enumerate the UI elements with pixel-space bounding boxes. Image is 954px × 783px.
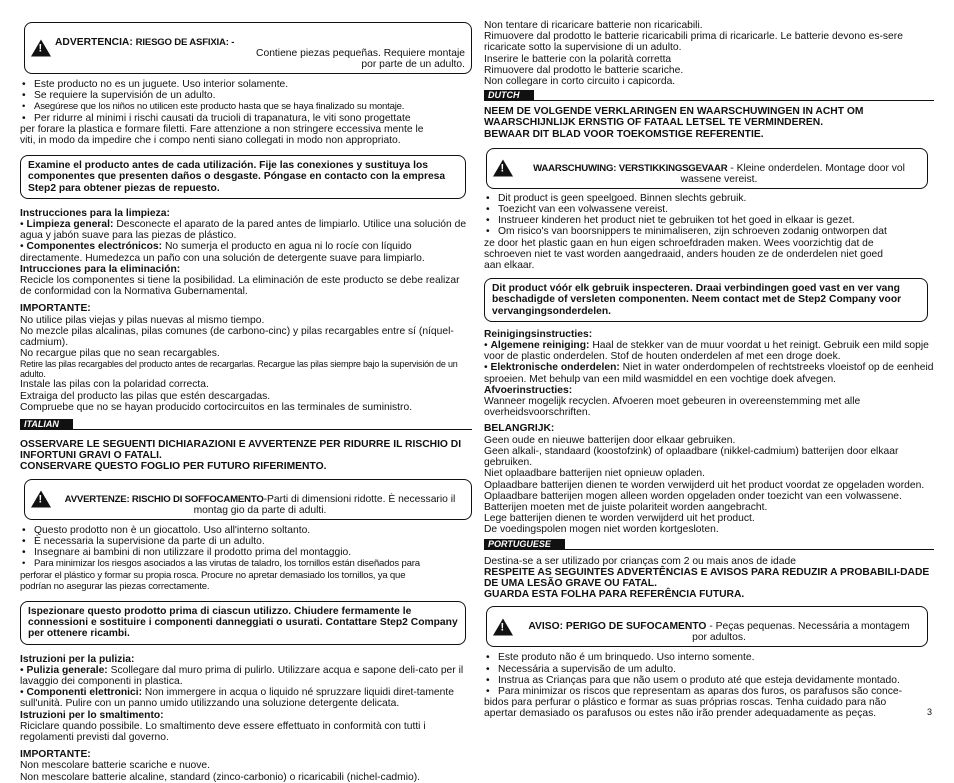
italian-section-bar [20,419,472,430]
it-bullet-tail: perforar el plástico y formar su propia rosca. Procure no apretar demasiado los tornillos, ya que podrían no asegurar las piezas correctamente. [20,569,406,592]
nl-clean2-text: Niet in water onderdompelen of rechtstreeks vloeistof op de eenheid sproeien. Met behulp van een mild wasmiddel en een vochtige doek afvegen. [484,362,934,385]
es-important-small: Retire las pilas recargables del producto antes de recargarlas. Recargue las pilas siempre bajo la supervisión de un adulto. [20,359,458,380]
nl-disposal-text: Wanneer mogelijk recyclen. Afvoeren moet gebeuren in overeenstemming met alle overheidsvoorschriften. [484,396,861,419]
it-disposal-head: Istruzioni per lo smaltimento: [20,709,164,721]
pt-bullet-tail: bidos para perfurar o plástico e formar as suas próprias roscas. Tenha cuidado para não apertar demasiado os parafusos ou estes não irão prender adequadamente as peças. [484,697,887,720]
dutch-label: DUTCH [484,90,534,101]
warning-triangle-icon [31,40,51,57]
es-clean1-text: Desconecte el aparato de la pared antes de limpiarlo. Utilice una solución de agua y jabón suave para las piezas de plástico. [20,219,467,242]
es-important-2: No mezcle pilas alcalinas, pilas comunes (de carbono-cinc) y pilas recargables entre sí (níquel-cadmium). [20,325,454,349]
nl-bullets [484,193,934,238]
nl-important-3: Niet oplaadbare batterijen niet opnieuw opladen. [484,468,705,480]
es-important-4: Instale las pilas con la polaridad correcta. [20,379,209,391]
es-important-1: No utilice pilas viejas y pilas nuevas al mismo tiempo. [20,314,265,326]
list-item: • Instrua as Crianças para que não usem o produto até que esteja devidamente montado. [498,675,934,686]
list-item: • Om risico's van boorsnippers te minimaliseren, zijn schroeven zodanig ontworpen dat [498,226,934,237]
it-warning-head: AVVERTENZE: RISCHIO DI SOFFOCAMENTO [64,493,264,505]
it-inspection-box: Ispezionare questo prodotto prima di ciascun utilizzo. Chiudere fermamente le connessioni e sostituire i componenti danneggiati o usurati. Contattare Step2 Company per ottenere ricambi. [20,601,466,645]
portuguese-section-bar [484,539,934,550]
pt-warning-text: - Peças pequenas. Necessária a montagem por adultos. [692,621,910,644]
nl-important-7: De voedingspolen mogen niet worden kortgesloten. [484,524,719,536]
list-item: • Toezicht van een volwassene vereist. [498,204,934,215]
nl-clean1-text: Haal de stekker van de muur voordat u het reinigt. Gebruik een mild sopje voor de plastic onderdelen. Stof de houten onderdelen af met een droge doek. [484,340,929,363]
it-warning-box [24,479,472,520]
it-cont-3: Inserire le batterie con la polarità corretta [484,53,672,65]
es-disposal-text: Recicle los componentes si tiene la posibilidad. La eliminación de este producto se debe realizar de conformidad con la Normativa Gubernamental. [20,275,460,298]
es-clean-head: Instrucciones para la limpieza: [20,207,170,219]
it-bullets [20,525,472,570]
it-clean1-text: Scollegare dal muro prima di pulirlo. Utilizzare acqua e sapone deli-cato per il lavaggio dei componenti in plastica. [20,664,464,687]
es-bullet-tail: per forare la plastica e formare filetti. Fare attenzione a non stringere eccessiva mente le viti, in modo da impedire che i compo nenti siano collegati in modo non appropriato. [20,123,424,147]
list-item: • Dit product is geen speelgoed. Binnen slechts gebruik. [498,193,934,204]
it-cont-5: Non collegare in corto circuito i capicorda. [484,76,676,88]
dutch-section-bar [484,90,934,101]
list-item: • Insegnare ai bambini di non utilizzare il prodotto prima del montaggio. [34,547,472,558]
section-divider [20,429,472,430]
it-important-2: Non mescolare batterie alcaline, standard (zinco-carbonio) o ricaricabili (nichel-cadmio). [20,771,421,783]
it-important-1: Non mescolare batterie scariche e nuove. [20,760,211,772]
page-number: 3 [926,706,932,717]
it-intro: OSSERVARE LE SEGUENTI DICHIARAZIONI E AVVERTENZE PER RIDURRE IL RISCHIO DI INFORTUNI GRAVI O FATALI. CONSERVARE QUESTO FOGLIO PER FUTURO RIFERIMENTO. [20,439,462,473]
list-item: • Para minimizar los riesgos asociados a las virutas de taladro, los tornillos están diseñados para [34,558,472,569]
list-item: • È necessaria la supervisione da parte di un adulto. [34,536,472,547]
list-item: • Este producto no es un juguete. Uso interior solamente. [34,79,472,90]
es-inspection-box: Examine el producto antes de cada utilización. Fije las conexiones y sustituya los componentes que presenten daños o desgaste. Póngase en contacto con la empresa Step2 para obtener piezas de repuesto. [20,155,466,199]
nl-important-5: Batterijen moeten met de juiste polariteit worden aangebracht. [484,501,768,513]
nl-important-6: Lege batterijen dienen te worden verwijderd uit het product. [484,513,755,525]
it-important-head: IMPORTANTE: [20,749,91,761]
section-divider [484,549,934,550]
it-disposal-text: Riciclare quando possibile. Lo smaltimento deve essere effettuato in conformità con tutti i regolamenti previsti dal governo. [20,720,426,743]
es-warning-head: ADVERTENCIA: [55,37,136,48]
it-cont-4: Rimuovere dal prodotto le batterie scariche. [484,64,684,76]
es-warning-box [24,22,472,74]
nl-disposal-head: Afvoerinstructies: [484,384,573,396]
es-clean1-label: Limpieza general: [26,219,114,231]
nl-warning-head: WAARSCHUWING: VERSTIKKINGSGEVAAR [533,162,728,174]
warning-triangle-icon [31,491,51,508]
nl-clean-head: Reinigingsinstructies: [484,328,593,340]
portuguese-label: PORTUGUESE [484,539,565,550]
es-clean2-text: No sumerja el producto en agua ni lo rocíe con líquido directamente. Humedezca un paño con una solución de detergente suave para limpiarlo. [20,241,425,264]
es-important-5: Extraiga del producto las pilas que estén descargadas. [20,390,271,402]
pt-age: Destina-se a ser utilizado por crianças com 2 ou mais anos de idade [484,555,796,567]
it-warning-text: -Parti di dimensioni ridotte. È necessario il montag gio da parte di adulti. [193,493,456,516]
left-column: ! ADVERTENCIA: RIESGO DE ASFIXIA: - Contiene piezas pequeñas. Requiere montaje por parte de un adulto. • Este producto no es un juguete. Uso interior solamente. • Se requiere la supervisión de un adulto. • Asegúrese que los niños no utilicen este producto hasta que se haya finalizado su montaje. • Per ridurre al minimi i rischi causati da trucioli di trapanatura, le viti sono progettate per forare la plastica e formare filetti. Fare attenzione a non stringere eccessiva mente le viti, in modo da impedire che i compo nenti siano collegati in modo non appropriato. Examine el producto antes de cada utilización. Fije las conexiones y sustituya los componentes que presenten daños o desgaste. Póngase en contacto con la empresa Step2 para obtener piezas de repuesto. Instrucciones para la limpieza: • Limpieza general: Desconecte el aparato de la pared antes de limpiarlo. Utilice una solución de agua y jabón suave para las piezas de plástico. • Componentes electrónicos: No sumerja el producto en agua ni lo rocíe con líquido directamente. Humedezca un paño con una solución de detergente suave para limpiarlo. Intrucciones para la eliminación: Recicle los componentes si tiene la posibilidad. La eliminación de este producto se debe realizar de conformidad con la Normativa Gubernamental. IMPORTANTE: No utilice pilas viejas y pilas nuevas al mismo tiempo. No mezcle pilas alcalinas, pilas comunes (de carbono-cinc) y pilas recargables entre sí (níquel-cadmium). No recargue pilas que no sean recargables. Retire las pilas recargables del producto antes de recargarlas. Recargue las pilas siempre bajo la supervisión de un adulto. Instale las pilas con la polaridad correcta. Extraiga del producto las pilas que estén descargadas. Compruebe que no se hayan producido cortocircuitos en las terminales de suministro. ITALIAN OSSERVARE LE SEGUENTI DICHIARAZIONI E AVVERTENZE PER RIDURRE IL RISCHIO DI INFORTUNI GRAVI O FATALI. CONSERVARE QUESTO FOGLIO PER FUTURO RIFERIMENTO. ! AVVERTENZE: RISCHIO DI SOFFOCAMENTO-Parti di dimensioni ridotte. È necessario il montag gio da parte di adulti. • Questo prodotto non è un giocattolo. Uso all'interno soltanto. • È necessaria la supervisione da parte di un adulto. • Insegnare ai bambini di non utilizzare il prodotto prima del montaggio. • Para minimizar los riesgos asociados a las virutas de taladro, los tornillos están diseñados para perforar el plástico y formar su propia rosca. Procure no apretar demasiado los tornillos, ya que podrían no asegurar las piezas correctamente. Ispezionare questo prodotto prima di ciascun utilizzo. Chiudere fermamente le connessioni e sostituire i componenti danneggiati o usurati. Contattare Step2 Company per ottenere ricambi. Istruzioni per la pulizia: • Pulizia generale: Scollegare dal muro prima di pulirlo. Utilizzare acqua e sapone deli-cato per il lavaggio dei componenti in plastica. • Componenti elettronici: Non immergere in acqua o liquido né spruzzare liquidi diret-tamente sull'unità. Pulire con un panno umido utilizzando una soluzione detergente delicata. Istruzioni per lo smaltimento: Riciclare quando possibile. Lo smaltimento deve essere effettuato in conformità con tutti i regolamenti previsti dal governo. IMPORTANTE: Non mescolare batterie scariche e nuove. Non mescolare batterie alcaline, standard (zinco-carbonio) o ricaricabili (nichel-cadmio). [20,0,472,783]
it-clean2-text: Non immergere in acqua o liquido né spruzzare liquidi diret-tamente sull'unità. Pulire con un panno umido utilizzando una soluzione detergente delicata. [20,687,454,710]
pt-bullets [484,652,934,697]
pt-warning-box [486,606,928,647]
warning-triangle-icon [493,160,513,177]
es-warning-head2: RIESGO DE ASFIXIA: - [135,37,235,48]
nl-inspection-box: Dit product vóór elk gebruik inspecteren. Draai verbindingen goed vast en ver vang beschadigde of versleten componenten. Neem contact met de Step2 Company voor vervangingsonderdelen. [484,278,928,322]
nl-important-head: BELANGRIJK: [484,423,555,435]
list-item: • Questo prodotto non è un giocattolo. Uso all'interno soltanto. [34,525,472,536]
es-important-6: Compruebe que no se hayan producido cortocircuitos en las terminales de suministro. [20,401,413,413]
it-clean1-label: Pulizia generale: [26,664,108,676]
es-bullets [20,79,472,124]
es-clean2-label: Componentes electrónicos: [26,241,163,253]
pt-intro: RESPEITE AS SEGUINTES ADVERTÊNCIAS E AVISOS PARA REDUZIR A PROBABILI-DADE DE UMA LESÃO GRAVE OU FATAL. GUARDA ESTA FOLHA PARA REFERÊNCIA FUTURA. [484,566,930,601]
list-item: • Para minimizar os riscos que representam as aparas dos furos, os parafusos são conce- [498,686,934,697]
es-warning-text: Contiene piezas pequeñas. Requiere montaje por parte de un adulto. [256,48,465,70]
right-column: Non tentare di ricaricare batterie non ricaricabili. Rimuovere dal prodotto le batterie ricaricabili prima di ricaricarle. Le batterie devono es-sere ricaricate sotto la supervisione di un adulto. Inserire le batterie con la polarità corretta Rimuovere dal prodotto le batterie scariche. Non collegare in corto circuito i capicorda. DUTCH NEEM DE VOLGENDE VERKLARINGEN EN WAARSCHUWINGEN IN ACHT OM WAARSCHIJNLIJK ERNSTIG OF FATAAL LETSEL TE VERMINDEREN. BEWAAR DIT BLAD VOOR TOEKOMSTIGE REFERENTIE. ! WAARSCHUWING: VERSTIKKINGSGEVAAR - Kleine onderdelen. Montage door vol wassene vereist. • Dit product is geen speelgoed. Binnen slechts gebruik. • Toezicht van een volwassene vereist. • Instrueer kinderen het product niet te gebruiken tot het goed in elkaar is gezet. • Om risico's van boorsnippers te minimaliseren, zijn schroeven zodanig ontworpen dat ze door het plastic gaan en hun eigen schroefdraden maken. Wees voorzichtig dat de schroeven niet te vast worden aangedraaid, anders houden ze de onderdelen niet goed aan elkaar. Dit product vóór elk gebruik inspecteren. Draai verbindingen goed vast en ver vang beschadigde of versleten componenten. Neem contact met de Step2 Company voor vervangingsonderdelen. Reinigingsinstructies: • Algemene reiniging: Haal de stekker van de muur voordat u het reinigt. Gebruik een mild sopje voor de plastic onderdelen. Stof de houten onderdelen af met een droge doek. • Elektronische onderdelen: Niet in water onderdompelen of rechtstreeks vloeistof op de eenheid sproeien. Met behulp van een mild wasmiddel en een vochtige doek afvegen. Afvoerinstructies: Wanneer mogelijk recyclen. Afvoeren moet gebeuren in overeenstemming met alle overheidsvoorschriften. BELANGRIJK: Geen oude en nieuwe batterijen door elkaar gebruiken. Geen alkali-, standaard (koostofzink) of oplaadbare (nikkel-cadmium) batterijen door elkaar gebruiken. Niet oplaadbare batterijen niet opnieuw opladen. Oplaadbare batterijen dienen te worden verwijderd uit het product voordat ze opgeladen worden. Oplaadbare batterijen mogen alleen worden opgeladen onder toezicht van een volwassene. Batterijen moeten met de juiste polariteit worden aangebracht. Lege batterijen dienen te worden verwijderd uit het product. De voedingspolen mogen niet worden kortgesloten. PORTUGUESE Destina-se a ser utilizado por crianças com 2 ou mais anos de idade RESPEITE AS SEGUINTES ADVERTÊNCIAS E AVISOS PARA REDUZIR A PROBABILI-DADE DE UMA LESÃO GRAVE OU FATAL. GUARDA ESTA FOLHA PARA REFERÊNCIA FUTURA. ! AVISO: PERIGO DE SUFOCAMENTO - Peças pequenas. Necessária a montagem por adultos. • Este produto não é um brinquedo. Uso interno somente. • Necessária a supervisão de um adulto. • Instrua as Crianças para que não usem o produto até que esteja devidamente montado. • Para minimizar os riscos que representam as aparas dos furos, os parafusos são conce- bidos para perfurar o plástico e formar as suas próprias roscas. Tenha cuidado para não apertar demasiado os parafusos ou estes não irão prender adequadamente as peças. [484,0,934,720]
it-clean2-label: Componenti elettronici: [26,687,143,699]
list-item: • Este produto não é um brinquedo. Uso interno somente. [498,652,934,663]
es-important-3: No recargue pilas que no sean recargables. [20,348,220,360]
list-item: • Per ridurre al minimi i rischi causati da trucioli di trapanatura, le viti sono progettate [34,113,472,124]
nl-important-4: Oplaadbare batterijen dienen te worden verwijderd uit het product voordat ze opgeladen worden. Oplaadbare batterijen mogen alleen worden opgeladen onder toezicht van een volwassene. [484,479,925,502]
list-item: • Asegúrese que los niños no utilicen este producto hasta que se haya finalizado su montaje. [34,101,472,112]
list-item: • Instrueer kinderen het product niet te gebruiken tot het goed in elkaar is gezet. [498,215,934,226]
nl-clean1-label: Algemene reiniging: [490,340,590,352]
pt-warning-head: AVISO: PERIGO DE SUFOCAMENTO [528,621,707,633]
italian-label: ITALIAN [20,419,73,430]
nl-clean2-label: Elektronische onderdelen: [490,362,620,374]
it-clean-head: Istruzioni per la pulizia: [20,653,135,665]
nl-warning-text: - Kleine onderdelen. Montage door vol wassene vereist. [680,162,905,185]
list-item: • Se requiere la supervisión de un adulto. [34,90,472,101]
nl-bullet-tail: ze door het plastic gaan en hun eigen schroefdraden maken. Wees voorzichtig dat de schroeven niet te vast worden aangedraaid, anders houden ze de onderdelen niet goed aan elkaar. [484,237,884,272]
section-divider [484,100,934,101]
nl-important-2: Geen alkali-, standaard (koostofzink) of oplaadbare (nikkel-cadmium) batterijen door elkaar gebruiken. [484,445,899,469]
nl-warning-box [486,148,928,189]
nl-intro: NEEM DE VOLGENDE VERKLARINGEN EN WAARSCHUWINGEN IN ACHT OM WAARSCHIJNLIJK ERNSTIG OF FATAAL LETSEL TE VERMINDEREN. BEWAAR DIT BLAD VOOR TOEKOMSTIGE REFERENTIE. [484,106,864,140]
it-cont-2: Rimuovere dal prodotto le batterie ricaricabili prima di ricaricarle. Le batterie devono es-sere ricaricate sotto la supervisione di un adulto. [484,31,903,54]
es-disposal-head: Intrucciones para la eliminación: [20,263,181,275]
list-item: • Necessária a supervisão de um adulto. [498,664,934,675]
es-important-head: IMPORTANTE: [20,303,91,315]
it-cont-1: Non tentare di ricaricare batterie non ricaricabili. [484,20,703,31]
nl-important-1: Geen oude en nieuwe batterijen door elkaar gebruiken. [484,434,736,446]
warning-triangle-icon [493,618,513,635]
